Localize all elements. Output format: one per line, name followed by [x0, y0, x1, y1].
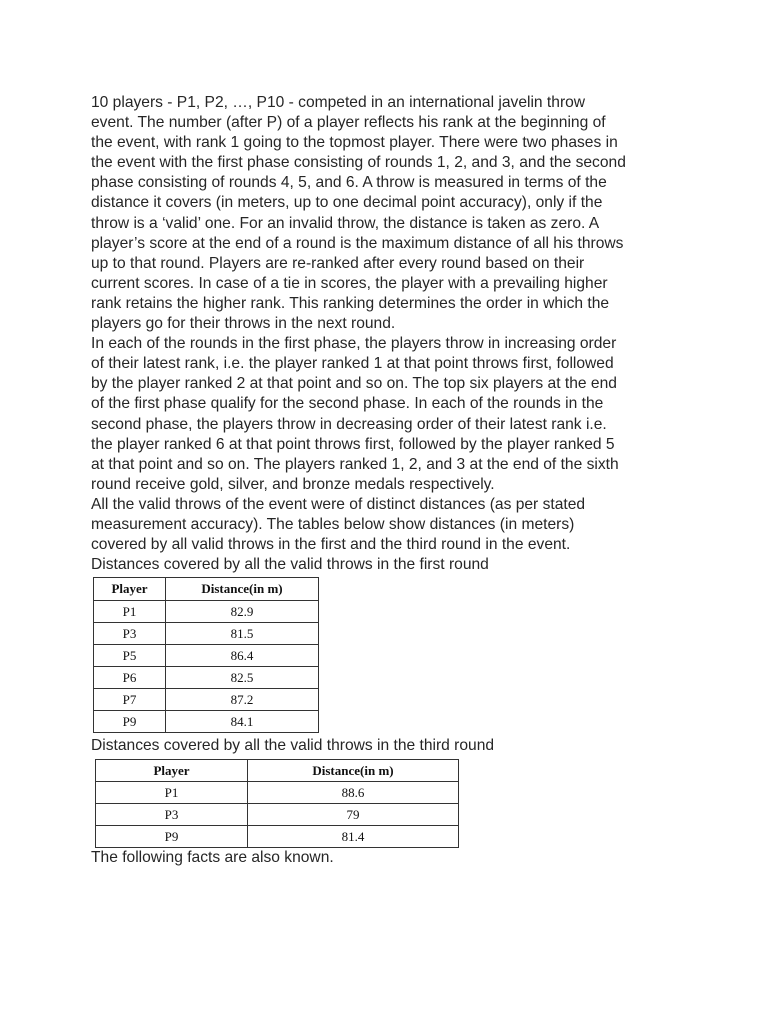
player-cell: P1 [94, 601, 166, 623]
table-row [94, 623, 319, 645]
table-row [94, 645, 319, 667]
text-line: measurement accuracy). The tables below show distances (in meters) [91, 515, 575, 533]
text-line: by the player ranked 2 at that point and so on. The top six players at the end [91, 375, 617, 393]
table1-caption: Distances covered by all the valid throws in the first round [91, 556, 489, 574]
distance-cell: 81.5 [166, 623, 319, 645]
text-line: up to that round. Players are re-ranked after every round based on their [91, 254, 585, 272]
player-cell: P7 [94, 689, 166, 711]
text-line: round receive gold, silver, and bronze medals respectively. [91, 475, 495, 493]
table-row [96, 826, 459, 848]
distance-cell: 88.6 [248, 782, 459, 804]
table-row [94, 601, 319, 623]
distance-cell: 82.5 [166, 667, 319, 689]
text-line: All the valid throws of the event were of distinct distances (as per stated [91, 495, 586, 513]
player-cell: P3 [96, 804, 248, 826]
text-line: covered by all valid throws in the first and the third round in the event. [91, 536, 571, 554]
text-line: the event, with rank 1 going to the topmost player. There were two phases in [91, 134, 618, 152]
player-cell: P6 [94, 667, 166, 689]
distance-cell: 86.4 [166, 645, 319, 667]
text-line: 10 players - P1, P2, …, P10 - competed in an international javelin throw [91, 94, 586, 111]
third-round-table [95, 759, 459, 848]
distance-cell: 84.1 [166, 711, 319, 733]
text-line: of their latest rank, i.e. the player ranked 1 at that point throws first, followed [91, 355, 614, 373]
text-line: throw is a ‘valid’ one. For an invalid throw, the distance is taken as zero. A [91, 214, 600, 232]
text-line: event. The number (after P) of a player reflects his rank at the beginning of [91, 114, 606, 132]
column-header-distance: Distance(in m) [166, 578, 319, 601]
table-header-row [94, 578, 319, 601]
player-cell: P5 [94, 645, 166, 667]
distance-cell: 81.4 [248, 826, 459, 848]
text-line: distance it covers (in meters, up to one decimal point accuracy), only if the [91, 194, 603, 212]
text-line: of the first phase qualify for the second phase. In each of the rounds in the [91, 395, 604, 413]
column-header-distance: Distance(in m) [248, 760, 459, 782]
table-row [94, 711, 319, 733]
text-line: at that point and so on. The players ranked 1, 2, and 3 at the end of the sixth [91, 455, 619, 473]
table-row [94, 667, 319, 689]
distinct-throws-paragraph [91, 495, 691, 555]
column-header-player: Player [94, 578, 166, 601]
text-line: players go for their throws in the next round. [91, 315, 396, 333]
text-line: current scores. In case of a tie in scores, the player with a prevailing higher [91, 274, 608, 292]
distance-cell: 87.2 [166, 689, 319, 711]
player-cell: P9 [94, 711, 166, 733]
table-row [96, 804, 459, 826]
text-line: player’s score at the end of a round is the maximum distance of all his throws [91, 234, 624, 252]
table-header-row [96, 760, 459, 782]
text-line: rank retains the higher rank. This ranking determines the order in which the [91, 294, 610, 312]
player-cell: P9 [96, 826, 248, 848]
text-line: second phase, the players throw in decreasing order of their latest rank i.e. [91, 415, 607, 433]
text-line: phase consisting of rounds 4, 5, and 6. A throw is measured in terms of the [91, 174, 607, 192]
table-row [94, 689, 319, 711]
closing-text: The following facts are also known. [91, 849, 334, 867]
table-row [96, 782, 459, 804]
player-cell: P1 [96, 782, 248, 804]
first-round-table [93, 577, 319, 733]
column-header-player: Player [96, 760, 248, 782]
player-cell: P3 [94, 623, 166, 645]
text-line: the player ranked 6 at that point throws first, followed by the player ranked 5 [91, 435, 615, 453]
document-page [91, 93, 691, 868]
intro-paragraph [91, 93, 691, 334]
distance-cell: 82.9 [166, 601, 319, 623]
rules-paragraph [91, 334, 691, 495]
text-line: In each of the rounds in the first phase, the players throw in increasing order [91, 335, 617, 353]
text-line: the event with the first phase consisting of rounds 1, 2, and 3, and the second [91, 154, 626, 172]
table3-caption: Distances covered by all the valid throws in the third round [91, 737, 495, 755]
distance-cell: 79 [248, 804, 459, 826]
